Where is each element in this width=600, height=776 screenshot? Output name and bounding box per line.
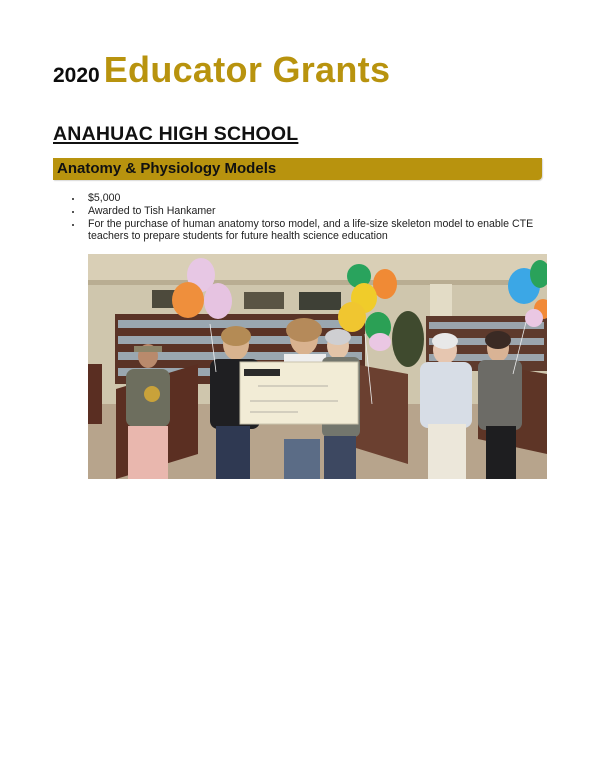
grant-recipient: Awarded to Tish Hankamer <box>70 205 550 218</box>
title-main: Educator Grants <box>103 49 391 90</box>
grant-name: Anatomy & Physiology Models <box>57 160 277 177</box>
title-year: 2020 <box>53 64 100 87</box>
grant-banner <box>53 158 542 180</box>
grant-details-list <box>70 192 550 243</box>
grant-photo <box>88 254 547 479</box>
school-heading: ANAHUAC HIGH SCHOOL <box>53 123 299 145</box>
grant-amount: $5,000 <box>70 192 550 205</box>
grant-purpose: For the purchase of human anatomy torso model, and a life-size skeleton model to enable CTE teachers to prepare students for future health science education <box>70 218 550 244</box>
page-title <box>53 49 391 90</box>
